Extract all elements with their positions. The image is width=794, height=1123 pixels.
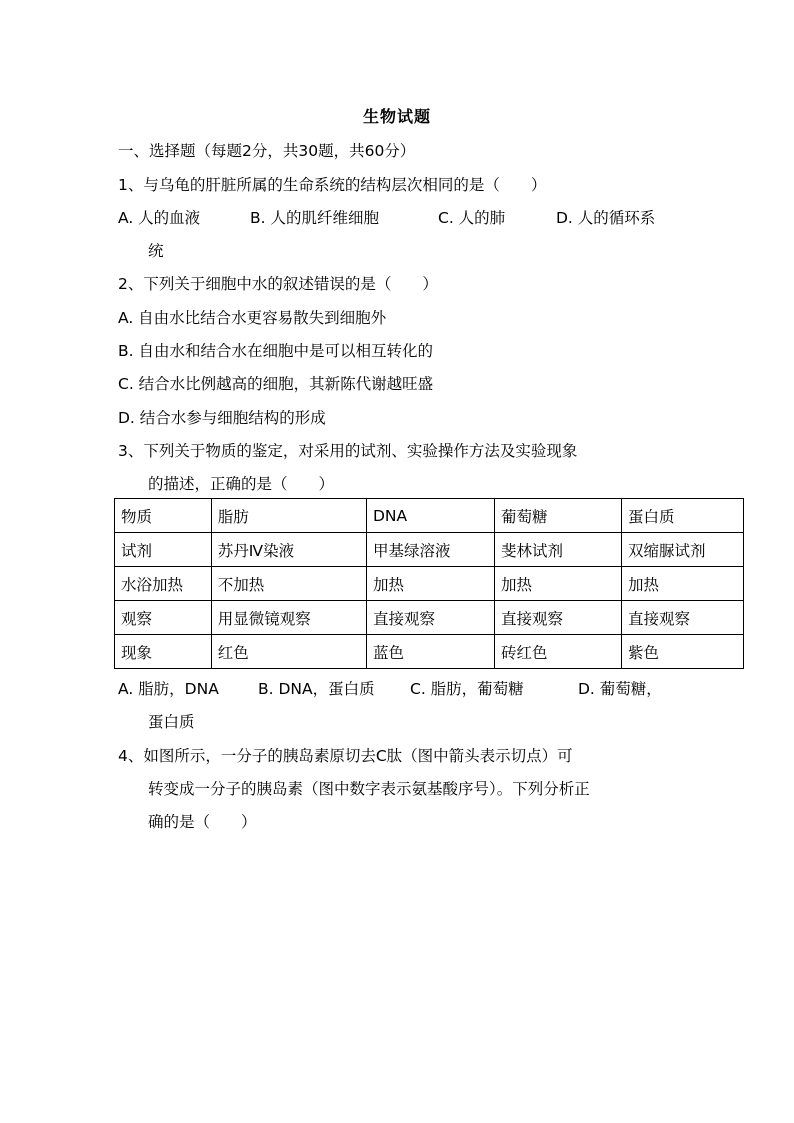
question-4-stem-end: 确的是（ ） [148,813,257,831]
section-heading: 一、选择题（每题2分，共30题，共60分） [118,142,416,160]
table-cell: 加热 [495,567,622,601]
table-cell: 蛋白质 [622,499,744,533]
page-title: 生物试题 [362,107,431,126]
q2-option-a: A. 自由水比结合水更容易散失到细胞外 [118,309,387,327]
table-cell: 观察 [115,601,212,635]
table-cell: 甲基绿溶液 [366,533,494,567]
q1-option-d: D. 人的循环系 [556,209,656,227]
table-row [115,533,744,567]
q1-option-a: A. 人的血液 [118,209,201,227]
question-4-stem: 4、如图所示，一分子的胰岛素原切去C肽（图中箭头表示切点）可 [118,747,573,765]
table-cell: 试剂 [115,533,212,567]
q3-option-b: B. DNA，蛋白质 [258,680,375,698]
q1-option-c: C. 人的肺 [438,209,506,227]
table-cell: 斐林试剂 [495,533,622,567]
q3-option-d: D. 葡萄糖， [578,680,662,698]
reagent-table [114,498,744,669]
table-cell: 脂肪 [211,499,366,533]
table-cell: 砖红色 [495,635,622,669]
question-3-stem-cont: 的描述，正确的是（ ） [148,475,335,493]
table-cell: 直接观察 [366,601,494,635]
q3-option-d-wrap: 蛋白质 [148,713,195,731]
table-cell: 物质 [115,499,212,533]
table-cell: 加热 [366,567,494,601]
table-cell: 红色 [211,635,366,669]
q3-option-a: A. 脂肪，DNA [118,680,219,698]
table-cell: 不加热 [211,567,366,601]
q1-option-d-wrap: 统 [148,242,164,260]
q2-option-b: B. 自由水和结合水在细胞中是可以相互转化的 [118,342,433,360]
table-cell: 水浴加热 [115,567,212,601]
table-cell: 直接观察 [622,601,744,635]
q2-option-c: C. 结合水比例越高的细胞，其新陈代谢越旺盛 [118,375,434,393]
question-1-stem: 1、与乌龟的肝脏所属的生命系统的结构层次相同的是（ ） [118,176,547,194]
q1-option-b: B. 人的肌纤维细胞 [250,209,379,227]
q2-option-d: D. 结合水参与细胞结构的形成 [118,409,326,427]
table-cell: 直接观察 [495,601,622,635]
table-row [115,601,744,635]
table-cell: DNA [366,499,494,533]
table-cell: 用显微镜观察 [211,601,366,635]
table-row [115,499,744,533]
question-2-stem: 2、下列关于细胞中水的叙述错误的是（ ） [118,275,438,293]
table-cell: 加热 [622,567,744,601]
table-row [115,567,744,601]
table-cell: 葡萄糖 [495,499,622,533]
q3-option-c: C. 脂肪，葡萄糖 [410,680,524,698]
table-cell: 现象 [115,635,212,669]
table-cell: 苏丹Ⅳ染液 [211,533,366,567]
table-cell: 紫色 [622,635,744,669]
question-3-stem: 3、下列关于物质的鉴定，对采用的试剂、实验操作方法及实验现象 [118,442,578,460]
table-cell: 双缩脲试剂 [622,533,744,567]
table-row [115,635,744,669]
question-4-stem-cont: 转变成一分子的胰岛素（图中数字表示氨基酸序号）。下列分析正 [148,780,590,798]
table-cell: 蓝色 [366,635,494,669]
